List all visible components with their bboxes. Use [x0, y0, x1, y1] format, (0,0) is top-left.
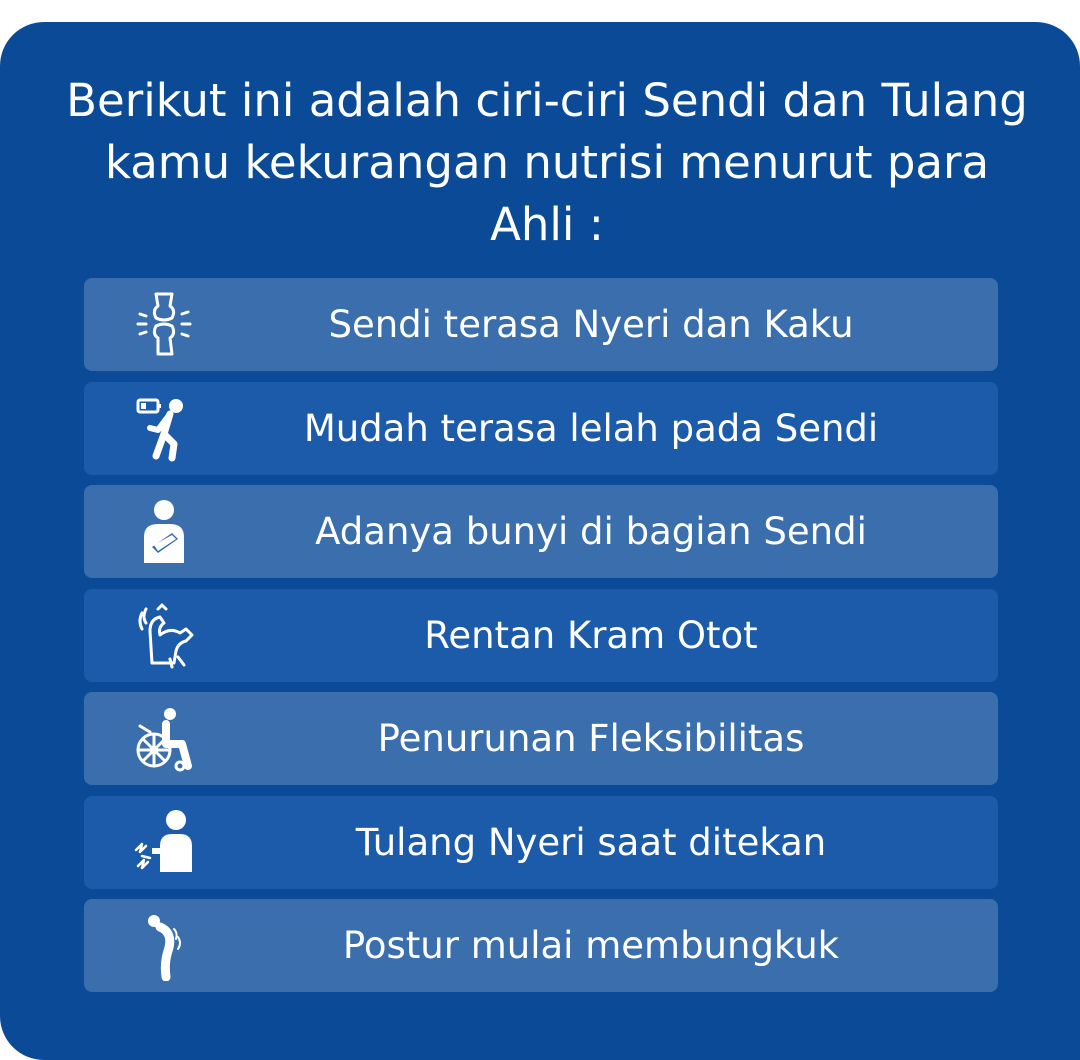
- list-item-bone-pain: [84, 796, 998, 889]
- list-item-fatigue: [84, 382, 998, 475]
- item-label: Rentan Kram Otot: [424, 613, 758, 657]
- item-label: Postur mulai membungkuk: [342, 924, 840, 967]
- item-label: Mudah terasa lelah pada Sendi: [303, 406, 879, 450]
- list-item-posture: [84, 899, 998, 992]
- list-item-flexibility: [84, 692, 998, 785]
- list-item-joint-sound: [84, 485, 998, 578]
- item-label: Tulang Nyeri saat ditekan: [355, 820, 827, 864]
- item-label: Adanya bunyi di bagian Sendi: [315, 510, 867, 553]
- item-label: Sendi terasa Nyeri dan Kaku: [328, 303, 854, 346]
- symptom-list: [84, 278, 998, 1003]
- page-title: Berikut ini adalah ciri-ciri Sendi dan Tulang kamu kekurangan nutrisi menurut para Ahli :: [66, 74, 1028, 251]
- list-item-joint-pain: [84, 278, 998, 371]
- info-card: [0, 22, 1080, 1060]
- item-label: Penurunan Fleksibilitas: [377, 717, 805, 760]
- list-item-muscle-cramp: [84, 589, 998, 682]
